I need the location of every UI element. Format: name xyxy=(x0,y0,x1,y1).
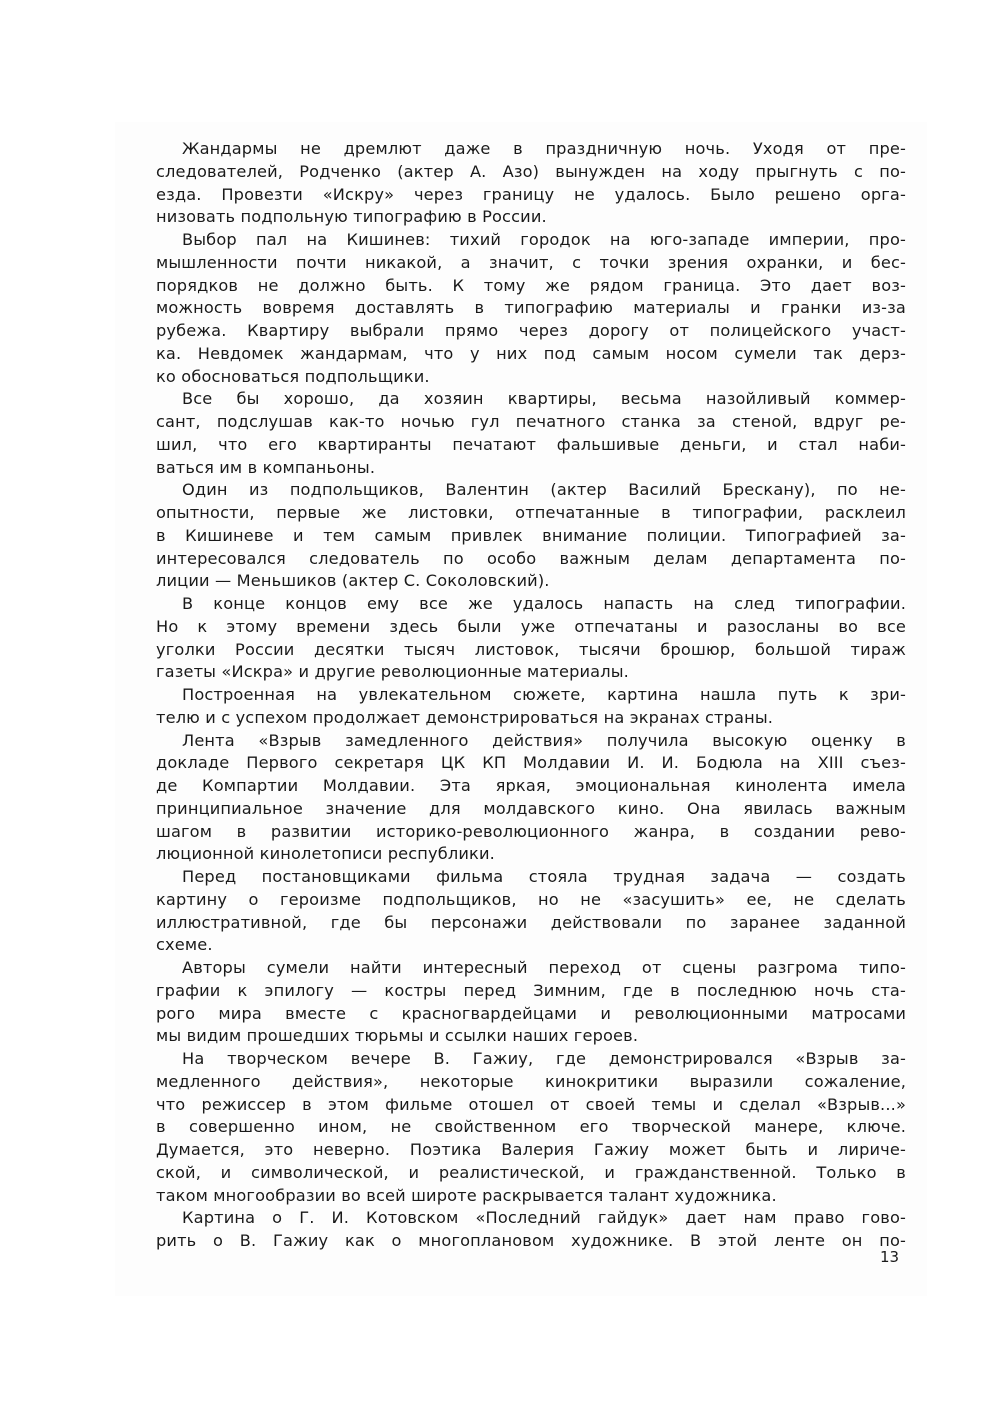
text-line: уголки России десятки тысяч листовок, тысячи брошюр, большой тираж xyxy=(156,639,906,659)
text-line: медленного действия», некоторые кинокритики выразили сожаление, xyxy=(156,1071,906,1091)
text-line: ваться им в компаньоны. xyxy=(156,457,376,477)
text-line: мы видим прошедших тюрьмы и ссылки наших героев. xyxy=(156,1026,639,1046)
text-line: интересовался следователь по особо важным делам департамента по- xyxy=(156,548,906,568)
paragraph xyxy=(156,957,906,1048)
text-line: схеме. xyxy=(156,935,213,955)
text-line: ка. Невдомек жандармам, что у них под самым носом сумели так дерз- xyxy=(156,343,906,363)
paragraph xyxy=(156,1207,906,1253)
text-line: низовать подпольную типографию в России. xyxy=(156,207,547,227)
text-line: Думается, это неверно. Поэтика Валерия Гажиу может быть и лириче- xyxy=(156,1140,906,1159)
text-line: картину о героизме подпольщиков, но не «засушить» ее, не сделать xyxy=(156,889,906,909)
text-line: Все бы хорошо, да хозяин квартиры, весьма назойливый коммер- xyxy=(182,389,906,409)
text-line: Выбор пал на Кишинев: тихий городок на юго-западе империи, про- xyxy=(182,230,906,249)
text-line: езда. Провезти «Искру» через границу не удалось. Было решено орга- xyxy=(156,184,906,204)
text-line: рубежа. Квартиру выбрали прямо через дорогу от полицейского участ- xyxy=(156,321,906,340)
paragraph xyxy=(156,138,906,229)
paragraph xyxy=(156,229,906,388)
text-line: лиции — Меньшиков (актер С. Соколовский). xyxy=(156,571,550,591)
paragraph xyxy=(156,388,906,479)
text-line: В конце концов ему все же удалось напасть на след типографии. xyxy=(182,594,906,613)
text-line: Но к этому времени здесь были уже отпечатаны и разосланы во все xyxy=(156,616,906,636)
text-line: мышленности почти никакой, а значит, с точки зрения охранки, и бес- xyxy=(156,252,906,272)
text-line: графии к эпилогу — костры перед Зимним, где в последнюю ночь ста- xyxy=(156,980,906,1000)
text-line: докладе Первого секретаря ЦК КП Молдавии И. И. Бодюла на XIII съез- xyxy=(156,753,906,773)
page-number: 13 xyxy=(880,1248,900,1266)
paragraph xyxy=(156,593,906,684)
text-line: На творческом вечере В. Гажиу, где демонстрировался «Взрыв за- xyxy=(182,1049,906,1068)
article-body xyxy=(156,138,906,1253)
text-line: газеты «Искра» и другие революционные материалы. xyxy=(156,662,629,682)
text-line: Авторы сумели найти интересный переход от сцены разгрома типо- xyxy=(182,958,906,977)
text-line: порядков не должно быть. К тому же рядом граница. Это дает воз- xyxy=(156,275,906,295)
text-line: ко обосноваться подпольщики. xyxy=(156,366,430,386)
text-line: в Кишиневе и тем самым привлек внимание полиции. Типографией за- xyxy=(156,525,906,545)
text-line: таком многообразии во всей широте раскрывается талант художника. xyxy=(156,1185,777,1205)
text-line: Один из подпольщиков, Валентин (актер Василий Брескану), по не- xyxy=(182,480,906,500)
text-line: Картина о Г. И. Котовском «Последний гайдук» дает нам право гово- xyxy=(182,1208,906,1228)
text-line: что режиссер в этом фильме отошел от своей темы и сделал «Взрыв...» xyxy=(156,1094,906,1114)
text-line: Лента «Взрыв замедленного действия» получила высокую оценку в xyxy=(182,730,906,750)
text-line: де Компартии Молдавии. Эта яркая, эмоциональная кинолента имела xyxy=(156,776,906,795)
text-line: Жандармы не дремлют даже в праздничную ночь. Уходя от пре- xyxy=(182,139,906,158)
text-line: можность вовремя доставлять в типографию материалы и гранки из-за xyxy=(156,298,906,318)
text-line: ской, и символической, и реалистической, и гражданственной. Только в xyxy=(156,1162,906,1182)
text-line: рить о В. Гажиу как о многоплановом художнике. В этой ленте он по- xyxy=(156,1231,906,1250)
paragraph xyxy=(156,866,906,957)
paragraph xyxy=(156,730,906,867)
text-line: опытности, первые же листовки, отпечатанные в типографии, расклеил xyxy=(156,503,906,522)
text-line: люционной кинолетописи республики. xyxy=(156,844,495,864)
paragraph xyxy=(156,1048,906,1207)
paragraph xyxy=(156,479,906,593)
text-line: Перед постановщиками фильма стояла трудная задача — создать xyxy=(182,867,906,886)
text-line: иллюстративной, где бы персонажи действовали по заранее заданной xyxy=(156,912,906,932)
text-line: шил, что его квартиранты печатают фальшивые деньги, и стал наби- xyxy=(156,434,906,454)
text-line: в совершенно ином, не свойственном его творческой манере, ключе. xyxy=(156,1117,906,1137)
text-line: шагом в развитии историко-революционного жанра, в создании рево- xyxy=(156,821,906,841)
text-line: рого мира вместе с красногвардейцами и революционными матросами xyxy=(156,1003,906,1023)
text-line: принципиальное значение для молдавского кино. Она явилась важным xyxy=(156,798,906,818)
text-line: сант, подслушав как-то ночью гул печатного станка за стеной, вдруг ре- xyxy=(156,412,906,431)
text-line: телю и с успехом продолжает демонстрироваться на экранах страны. xyxy=(156,707,774,727)
text-line: Построенная на увлекательном сюжете, картина нашла путь к зри- xyxy=(182,685,906,704)
paragraph xyxy=(156,684,906,730)
text-line: следователей, Родченко (актер А. Азо) вынужден на ходу прыгнуть с по- xyxy=(156,161,906,181)
